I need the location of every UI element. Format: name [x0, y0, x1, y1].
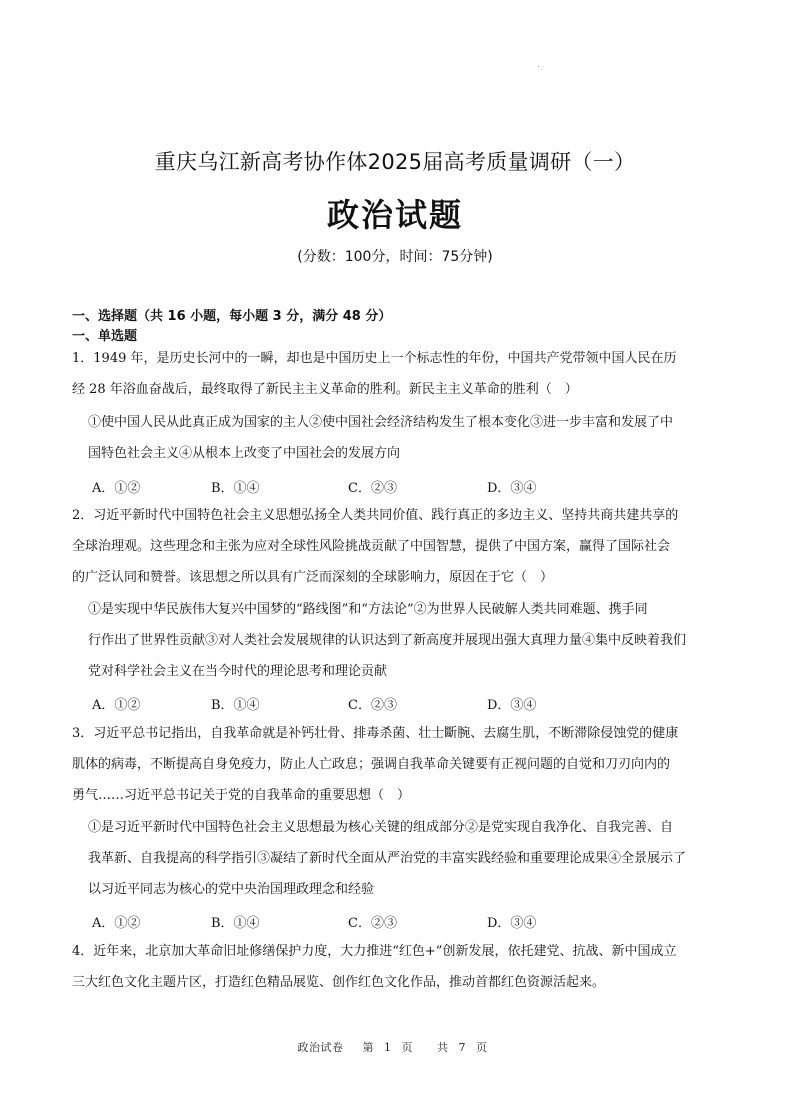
- text-line: 3．习近平总书记指出，自我革命就是补钙壮骨、排毒杀菌、壮士斷腕、去腐生肌，不断滞除侵蚀党的健康: [72, 726, 679, 741]
- page-footer: [0, 1039, 790, 1055]
- section-heading: 一、选择题（共 16 小题，每小题 3 分，满分 48 分）: [72, 309, 392, 324]
- footer-total-prefix: 共: [437, 1041, 449, 1054]
- section-subheading: 一、单选题: [72, 329, 138, 344]
- question-3-statements: [88, 812, 722, 905]
- question-3-stem: [72, 718, 722, 811]
- text-line: 行作出了世界性贡献③对人类社会发展规律的认识达到了新高度并展现出强大真理力量④集中反映着我们: [88, 633, 687, 648]
- text-line: 勇气……习近平总书记关于党的自我革命的重要思想（ ）: [72, 788, 411, 803]
- scan-dot: [538, 66, 539, 67]
- page-number: 1: [384, 1041, 392, 1054]
- text-line: 2．习近平新时代中国特色社会主义思想弘扬全人类共同价值、践行真正的多边主义、坚持共商共建共享的: [72, 508, 679, 523]
- question-1-stem: [72, 343, 722, 405]
- footer-subject: 政治试卷: [297, 1041, 344, 1054]
- text-line: 全球治理观。这些理念和主张为应对全球性风险挑战贡献了中国智慧，提供了中国方案，赢得了国际社会: [72, 539, 671, 554]
- option-b[interactable]: B．①④: [211, 481, 260, 496]
- text-line: ①是习近平新时代中国特色社会主义思想最为核心关键的组成部分②是党实现自我净化、自我完善、自: [88, 820, 674, 835]
- option-b[interactable]: B．①④: [211, 698, 260, 713]
- option-a[interactable]: A．①②: [92, 698, 141, 713]
- text-line: 以习近平同志为核心的党中央治国理政理念和经验: [88, 882, 375, 897]
- text-line: 4．近年来，北京加大革命旧址修缮保护力度，大力推进“红色+”创新发展，依托建党、抗战、新中国成立: [72, 944, 677, 959]
- option-c[interactable]: C．②③: [348, 916, 397, 931]
- option-d[interactable]: D．③④: [487, 481, 537, 496]
- question-2-options: [92, 694, 692, 718]
- option-b[interactable]: B．①④: [211, 916, 260, 931]
- question-3-options: [92, 912, 692, 936]
- exam-meta: (分数：100分，时间：75分钟): [297, 249, 493, 265]
- option-d[interactable]: D．③④: [487, 916, 537, 931]
- question-2-statements: [88, 594, 722, 687]
- question-4-stem: [72, 936, 722, 998]
- text-line: ①使中国人民从此真正成为国家的主人②使中国社会经济结构发生了根本变化③进一步丰富和发展了中: [88, 415, 674, 430]
- text-line: 国特色社会主义④从根本上改变了中国社会的发展方向: [88, 446, 401, 461]
- option-c[interactable]: C．②③: [348, 481, 397, 496]
- text-line: ①是实现中华民族伟大复兴中国梦的“路线图”和“方法论”②为世界人民破解人类共同难题、携手同: [88, 602, 648, 617]
- footer-page-current: [358, 1041, 419, 1054]
- text-line: 党对科学社会主义在当今时代的理论思考和理论贡献: [88, 664, 388, 679]
- text-line: 1．1949 年，是历史长河中的一瞬，却也是中国历史上一个标志性的年份，中国共产党带领中国人民在历: [72, 351, 677, 366]
- exam-title: 重庆乌江新高考协作体2025届高考质量调研（一）: [154, 150, 636, 174]
- text-line: 经 28 年浴血奋战后，最终取得了新民主主义革命的胜利。新民主主义革命的胜利（ ）: [72, 382, 578, 397]
- text-line: 我革新、自我提高的科学指引③凝结了新时代全面从严治党的丰富实践经验和重要理论成果④全景展示了: [88, 851, 687, 866]
- footer-page-prefix: 第: [362, 1041, 374, 1054]
- text-line: 三大红色文化主题片区，打造红色精品展览、创作红色文化作品，推动首都红色资源活起来。: [72, 975, 606, 990]
- text-line: 肌体的病毒，不断提高自身免疫力，防止人亡政息；强调自我革命关键要有正视问题的自觉和刀刃向内的: [72, 757, 671, 772]
- question-1-statements: [88, 407, 722, 469]
- question-1-options: [92, 477, 692, 501]
- option-a[interactable]: A．①②: [92, 481, 141, 496]
- option-c[interactable]: C．②③: [348, 698, 397, 713]
- footer-page-suffix: 页: [401, 1041, 413, 1054]
- option-a[interactable]: A．①②: [92, 916, 141, 931]
- page-total: 7: [458, 1041, 466, 1054]
- footer-page-total: [432, 1041, 493, 1054]
- footer-total-suffix: 页: [476, 1041, 488, 1054]
- subject-title: 政治试题: [326, 196, 463, 234]
- option-d[interactable]: D．③④: [487, 698, 537, 713]
- question-2-stem: [72, 500, 722, 593]
- text-line: 的广泛认同和赞誉。该思想之所以具有广泛而深刻的全球影响力，原因在于它（ ）: [72, 570, 554, 585]
